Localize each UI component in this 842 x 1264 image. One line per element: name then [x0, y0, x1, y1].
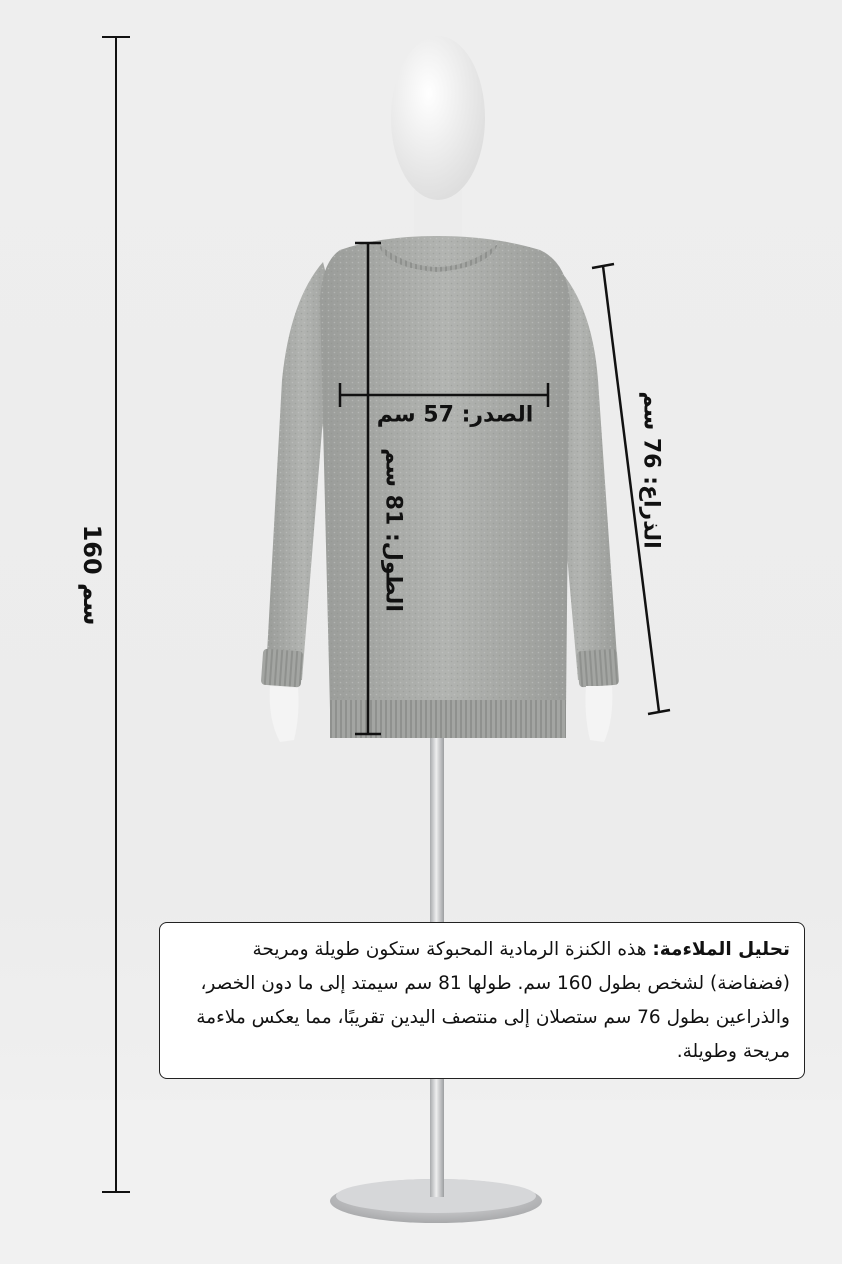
sleeve-label: الذراع: 76 سم — [638, 391, 664, 549]
height-label: 160 سم — [78, 524, 106, 626]
height-measure-line — [102, 37, 130, 1192]
fit-analysis-text: هذه الكنزة الرمادية المحبوكة ستكون طويلة ومريحة (فضفاضة) لشخص بطول 160 سم. طولها 81 سم سيمتد إلى ما دون الخصر، والذراعين بطول 76 سم ستصلان إلى منتصف اليدين تقريبًا، مما يعكس ملاءمة مريحة وطويلة. — [196, 939, 790, 1062]
fit-analysis-title: تحليل الملاءمة: — [652, 939, 790, 960]
chest-label: الصدر: 57 سم — [376, 402, 534, 428]
mannequin-right-hand — [586, 686, 613, 742]
fit-analysis-box — [159, 922, 805, 1079]
length-label: الطول: 81 سم — [380, 448, 406, 612]
sweater-left-cuff — [261, 649, 303, 688]
sweater-right-cuff — [577, 649, 619, 688]
sweater-hem — [330, 700, 566, 738]
mannequin-head — [391, 36, 485, 200]
sweater-body-texture — [320, 236, 570, 710]
mannequin-left-hand — [270, 686, 299, 742]
